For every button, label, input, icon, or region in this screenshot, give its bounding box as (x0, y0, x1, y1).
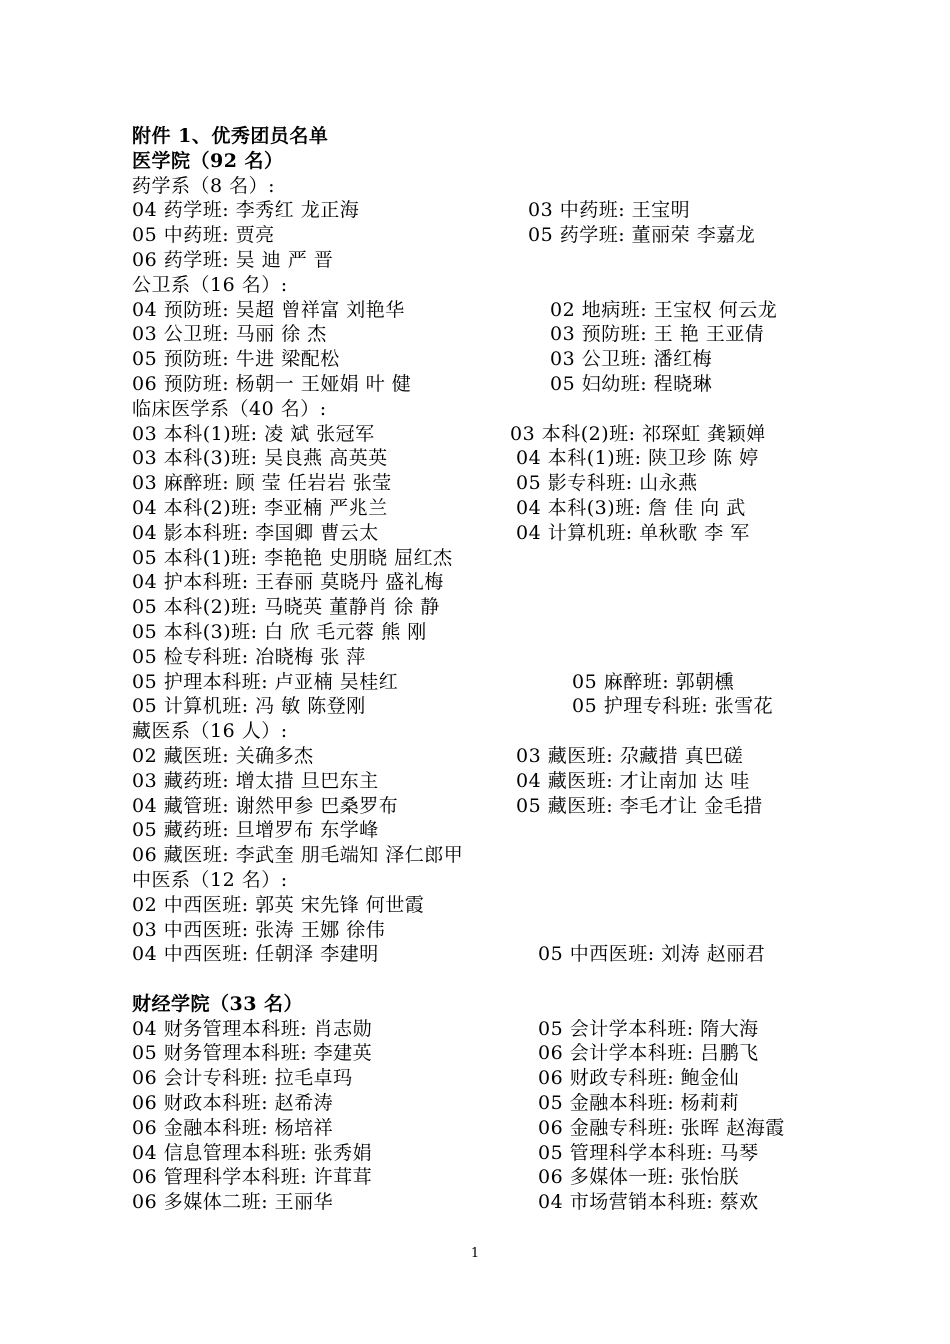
row-right-text: 04 藏医班: 才让南加 达 哇 (516, 769, 750, 792)
row-left-text: 06 多媒体二班: 王丽华 (132, 1191, 334, 1214)
row-left-text: 03 公卫班: 马丽 徐 杰 (132, 323, 327, 346)
row-left-text: 医学院（92 名） (132, 149, 284, 172)
row-right-text: 03 公卫班: 潘红梅 (550, 348, 713, 371)
row-left-text: 05 中药班: 贾亮 (132, 224, 275, 247)
name-row (132, 198, 892, 223)
row-left-text: 03 本科(3)班: 吴良燕 高英英 (132, 447, 388, 470)
row-left-text: 05 财务管理本科班: 李建英 (132, 1042, 373, 1065)
name-row (132, 595, 892, 620)
row-right-text: 04 计算机班: 单秋歌 李 军 (516, 521, 750, 544)
row-right-text: 03 中药班: 王宝明 (528, 199, 691, 222)
blank-line (132, 967, 892, 992)
row-left-text: 06 金融本科班: 杨培祥 (132, 1116, 334, 1139)
row-right-text: 05 管理科学本科班: 马琴 (538, 1141, 759, 1164)
row-right-text: 05 会计学本科班: 隋大海 (538, 1017, 759, 1040)
row-right-text: 05 影专科班: 山永燕 (516, 472, 698, 495)
row-right-text: 05 藏医班: 李毛才让 金毛措 (516, 794, 763, 817)
row-left-text: 04 药学班: 李秀红 龙正海 (132, 199, 360, 222)
row-left-text: 04 信息管理本科班: 张秀娟 (132, 1141, 373, 1164)
name-row (132, 769, 892, 794)
row-right-text: 06 多媒体一班: 张怡朕 (538, 1166, 740, 1189)
department-heading (132, 174, 892, 199)
section-heading (132, 992, 892, 1017)
name-row (132, 298, 892, 323)
department-heading (132, 273, 892, 298)
row-left-text: 04 藏管班: 谢然甲参 巴桑罗布 (132, 794, 399, 817)
row-right-text: 05 中西医班: 刘涛 赵丽君 (538, 943, 766, 966)
name-row (132, 471, 892, 496)
row-right-text: 05 妇幼班: 程晓琳 (550, 372, 713, 395)
name-row (132, 744, 892, 769)
row-left-text: 03 本科(1)班: 凌 斌 张冠军 (132, 422, 375, 445)
name-row (132, 1165, 892, 1190)
row-left-text: 04 护本科班: 王春丽 莫晓丹 盛礼梅 (132, 571, 444, 594)
name-row (132, 446, 892, 471)
row-right-text: 06 金融专科班: 张晖 赵海霞 (538, 1116, 785, 1139)
section-heading (132, 149, 892, 174)
row-left-text: 03 麻醉班: 顾 莹 任岩岩 张莹 (132, 472, 392, 495)
department-heading (132, 868, 892, 893)
row-right-text: 05 金融本科班: 杨莉莉 (538, 1092, 740, 1115)
row-left-text: 04 中西医班: 任朝泽 李建明 (132, 943, 379, 966)
document-title: 附件 1、优秀团员名单 (132, 125, 329, 147)
row-right-text: 03 预防班: 王 艳 王亚倩 (550, 323, 765, 346)
row-left-text: 06 药学班: 吴 迪 严 晋 (132, 248, 334, 271)
name-row (132, 918, 892, 943)
row-right-text: 04 本科(1)班: 陕卫珍 陈 婷 (516, 447, 759, 470)
name-row (132, 694, 892, 719)
name-row (132, 422, 892, 447)
row-left-text: 04 本科(2)班: 李亚楠 严兆兰 (132, 496, 388, 519)
row-left-text: 05 预防班: 牛进 梁配松 (132, 348, 340, 371)
row-left-text: 02 中西医班: 郭英 宋先锋 何世霞 (132, 893, 425, 916)
name-row (132, 794, 892, 819)
name-row (132, 1190, 892, 1215)
department-heading (132, 719, 892, 744)
row-left-text: 05 本科(2)班: 马晓英 董静肖 徐 静 (132, 596, 440, 619)
row-right-text: 05 护理专科班: 张雪花 (572, 695, 774, 718)
row-right-text: 05 麻醉班: 郭朝櫄 (572, 670, 735, 693)
row-right-text: 02 地病班: 王宝权 何云龙 (550, 298, 778, 321)
row-left-text: 04 影本科班: 李国卿 曹云太 (132, 521, 379, 544)
row-right-text: 04 本科(3)班: 詹 佳 向 武 (516, 496, 746, 519)
row-left-text: 05 计算机班: 冯 敏 陈登刚 (132, 695, 366, 718)
row-left-text: 药学系（8 名）: (132, 174, 276, 197)
name-row (132, 818, 892, 843)
row-left-text: 03 中西医班: 张涛 王娜 徐伟 (132, 918, 386, 941)
row-right-text: 03 藏医班: 尕藏措 真巴磋 (516, 744, 744, 767)
name-row (132, 248, 892, 273)
name-row (132, 1141, 892, 1166)
row-left-text: 财经学院（33 名） (132, 992, 304, 1015)
row-left-text: 04 财务管理本科班: 肖志勋 (132, 1017, 373, 1040)
row-left-text: 公卫系（16 名）: (132, 273, 288, 296)
row-left-text: 05 本科(1)班: 李艳艳 史朋晓 屈红杰 (132, 546, 453, 569)
name-row (132, 1017, 892, 1042)
row-left-text: 03 藏药班: 增太措 旦巴东主 (132, 769, 379, 792)
name-row (132, 347, 892, 372)
row-right-text: 04 市场营销本科班: 蔡欢 (538, 1191, 759, 1214)
name-row (132, 670, 892, 695)
row-right-text: 03 本科(2)班: 祁琛虹 龚颖婵 (510, 422, 766, 445)
name-row (132, 372, 892, 397)
row-left-text: 临床医学系（40 名）: (132, 397, 327, 420)
name-row (132, 645, 892, 670)
document-body (132, 124, 892, 1215)
row-right-text: 06 财政专科班: 鲍金仙 (538, 1067, 740, 1090)
name-row (132, 546, 892, 571)
row-left-text: 05 藏药班: 旦增罗布 东学峰 (132, 819, 379, 842)
row-left-text: 05 本科(3)班: 白 欣 毛元蓉 熊 刚 (132, 620, 427, 643)
name-row (132, 570, 892, 595)
row-left-text: 06 会计专科班: 拉毛卓玛 (132, 1067, 353, 1090)
row-left-text: 06 管理科学本科班: 许茸茸 (132, 1166, 373, 1189)
row-left-text: 02 藏医班: 关确多杰 (132, 744, 314, 767)
row-left-text: 05 护理本科班: 卢亚楠 吴桂红 (132, 670, 399, 693)
name-row (132, 1066, 892, 1091)
name-row (132, 322, 892, 347)
name-row (132, 843, 892, 868)
name-row (132, 942, 892, 967)
row-left-text: 06 藏医班: 李武奎 朋毛端知 泽仁郎甲 (132, 844, 464, 867)
row-right-text: 05 药学班: 董丽荣 李嘉龙 (528, 224, 756, 247)
name-row (132, 1091, 892, 1116)
name-row (132, 1041, 892, 1066)
name-row (132, 893, 892, 918)
name-row (132, 620, 892, 645)
row-right-text: 06 会计学本科班: 吕鹏飞 (538, 1042, 759, 1065)
page-number: 1 (470, 1246, 480, 1261)
name-row (132, 223, 892, 248)
name-row (132, 496, 892, 521)
row-left-text: 04 预防班: 吴超 曾祥富 刘艳华 (132, 298, 405, 321)
row-left-text: 中医系（12 名）: (132, 868, 288, 891)
name-row (132, 1116, 892, 1141)
department-heading (132, 397, 892, 422)
row-left-text: 06 预防班: 杨朝一 王娅娟 叶 健 (132, 372, 412, 395)
name-row (132, 521, 892, 546)
row-left-text: 藏医系（16 人）: (132, 720, 288, 743)
row-left-text: 05 检专科班: 冶晓梅 张 萍 (132, 645, 366, 668)
row-left-text: 06 财政本科班: 赵希涛 (132, 1092, 334, 1115)
